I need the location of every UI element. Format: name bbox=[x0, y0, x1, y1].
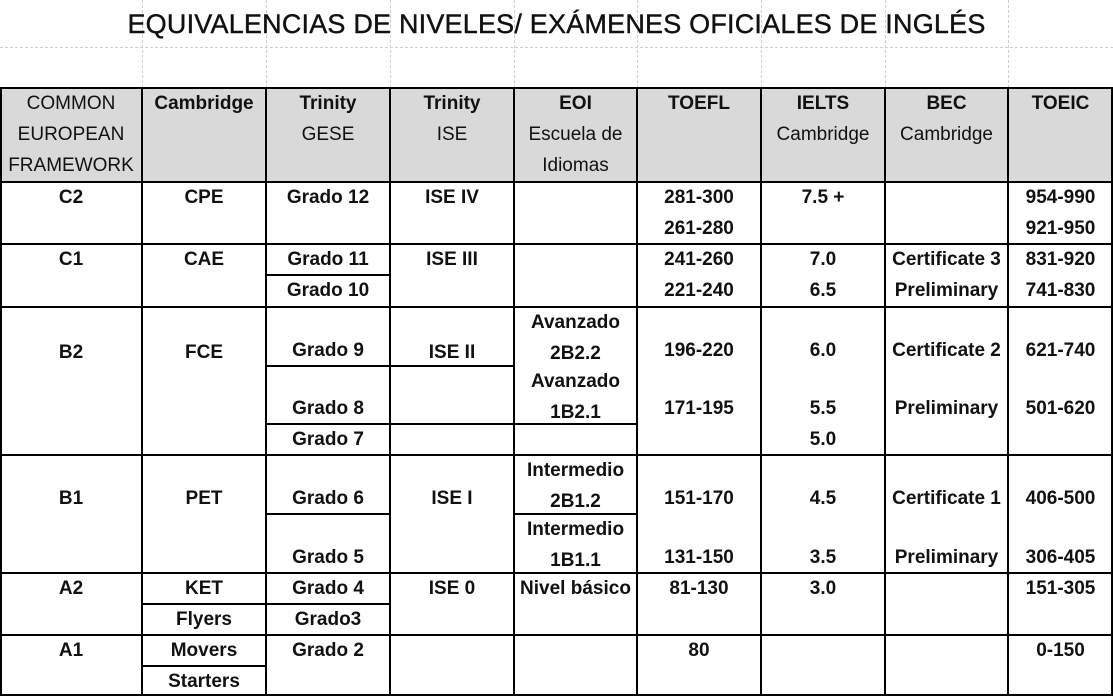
cell-text: B1 bbox=[58, 488, 84, 509]
cell-text: 261-280 bbox=[664, 218, 734, 239]
cell-text: Certificate 2 bbox=[892, 340, 1001, 361]
toefl-score bbox=[637, 213, 761, 244]
cell-text: Intermedio bbox=[526, 460, 625, 481]
cell-text: 406-500 bbox=[1025, 488, 1096, 509]
ielts-band bbox=[761, 275, 885, 307]
table-border bbox=[266, 603, 390, 605]
header-cell bbox=[885, 88, 1008, 182]
ielts-band bbox=[761, 366, 885, 424]
cambridge-exam bbox=[142, 455, 266, 542]
bec-level bbox=[885, 514, 1008, 573]
gese-grade bbox=[266, 275, 390, 307]
cell-text: Grado 2 bbox=[292, 640, 364, 661]
header-cell bbox=[514, 88, 637, 182]
gese-grade bbox=[266, 604, 390, 635]
toefl-score bbox=[637, 573, 761, 604]
cell-text: 5.5 bbox=[809, 398, 837, 419]
cell-text: Grado 8 bbox=[292, 398, 364, 419]
table-border bbox=[142, 603, 266, 605]
cell-text: 3.0 bbox=[809, 578, 837, 599]
cambridge-exam bbox=[142, 573, 266, 604]
table-border bbox=[0, 243, 1113, 245]
cell-text: 2B1.2 bbox=[550, 491, 601, 512]
ielts-band bbox=[761, 182, 885, 213]
toefl-score bbox=[637, 455, 761, 514]
cell-text: ISE III bbox=[426, 249, 478, 270]
table-border bbox=[0, 454, 1113, 456]
cambridge-exam bbox=[142, 666, 266, 696]
bec-level bbox=[885, 366, 1008, 424]
cell-text: Flyers bbox=[176, 609, 232, 630]
ielts-band bbox=[761, 244, 885, 275]
gese-grade bbox=[266, 514, 390, 573]
cell-text: 80 bbox=[688, 640, 710, 661]
header-cell bbox=[1008, 88, 1113, 182]
cell-text: FCE bbox=[185, 341, 223, 363]
cambridge-exam bbox=[142, 244, 266, 275]
header-cell bbox=[266, 88, 390, 182]
cell-text: 7.5 + bbox=[801, 187, 845, 208]
toefl-score bbox=[637, 244, 761, 275]
cell-text: Starters bbox=[168, 671, 240, 692]
cell-text: 7.0 bbox=[809, 249, 837, 270]
toeic-score bbox=[1008, 635, 1113, 666]
cell-text: 171-195 bbox=[664, 398, 734, 419]
cell-text: Grado3 bbox=[294, 609, 362, 630]
ise-level bbox=[390, 182, 514, 213]
eoi-level bbox=[514, 307, 637, 366]
cell-text: 2B2.2 bbox=[550, 343, 601, 364]
cambridge-exam bbox=[142, 604, 266, 635]
cell-text: PET bbox=[185, 488, 223, 509]
table-border bbox=[266, 365, 514, 367]
cell-text: ISE 0 bbox=[428, 578, 476, 599]
page-title: EQUIVALENCIAS DE NIVELES/ EXÁMENES OFICIALES DE INGLÉS bbox=[127, 8, 986, 39]
cell-text: 954-990 bbox=[1025, 187, 1096, 208]
cef-level bbox=[0, 573, 142, 604]
cef-level bbox=[0, 307, 142, 397]
cell-text: Grado 10 bbox=[286, 280, 370, 301]
table-border bbox=[513, 88, 515, 696]
cell-text: IELTS bbox=[796, 93, 850, 114]
gese-grade bbox=[266, 182, 390, 213]
cell-text: Intermedio bbox=[526, 519, 625, 540]
toefl-score bbox=[637, 275, 761, 307]
cell-text: ISE II bbox=[428, 341, 476, 363]
eoi-level bbox=[514, 455, 637, 514]
table-border bbox=[884, 88, 886, 696]
toeic-score bbox=[1008, 244, 1113, 275]
cell-text: Avanzado bbox=[530, 312, 621, 333]
cell-text: 221-240 bbox=[664, 280, 734, 301]
gese-grade bbox=[266, 424, 390, 455]
cell-text: KET bbox=[185, 578, 223, 599]
cell-text: EUROPEAN bbox=[17, 124, 125, 145]
cell-text: 1B1.1 bbox=[550, 550, 601, 571]
table-border bbox=[142, 665, 266, 667]
cell-text: BEC bbox=[926, 93, 967, 114]
toefl-score bbox=[637, 307, 761, 366]
cell-text: Preliminary bbox=[894, 280, 999, 301]
cell-text: 741-830 bbox=[1025, 280, 1096, 301]
cell-text: 131-150 bbox=[664, 547, 734, 568]
cell-text: A2 bbox=[58, 578, 84, 599]
ielts-band bbox=[761, 455, 885, 514]
cell-text: Cambridge bbox=[154, 93, 254, 114]
cell-text: COMMON bbox=[26, 93, 116, 114]
table-border bbox=[636, 88, 638, 696]
bec-level bbox=[885, 455, 1008, 514]
cell-text: Cambridge bbox=[900, 124, 993, 145]
toeic-score bbox=[1008, 213, 1113, 244]
cell-text: Grado 11 bbox=[287, 249, 369, 270]
table-border bbox=[266, 274, 390, 276]
cell-text: Avanzado bbox=[530, 371, 621, 392]
toeic-score bbox=[1008, 307, 1113, 366]
table-border bbox=[0, 306, 1113, 308]
cell-text: TOEFL bbox=[668, 93, 730, 114]
cell-text: A1 bbox=[58, 640, 84, 661]
cell-text: 1B2.1 bbox=[550, 402, 601, 423]
cell-text: ISE bbox=[436, 124, 468, 145]
toefl-score bbox=[637, 366, 761, 424]
cell-text: EOI bbox=[559, 93, 592, 114]
cell-text: C1 bbox=[58, 249, 84, 270]
cell-text: 306-405 bbox=[1025, 547, 1096, 568]
gese-grade bbox=[266, 455, 390, 514]
cell-text: 6.5 bbox=[809, 280, 837, 301]
ielts-band bbox=[761, 514, 885, 573]
cambridge-exam bbox=[142, 635, 266, 666]
cell-text: 281-300 bbox=[664, 187, 734, 208]
cambridge-exam bbox=[142, 307, 266, 397]
cambridge-exam bbox=[142, 182, 266, 213]
cell-text: CAE bbox=[183, 249, 225, 270]
cell-text: Grado 9 bbox=[292, 340, 364, 361]
ise-level bbox=[390, 573, 514, 604]
table-border bbox=[0, 88, 2, 696]
eoi-level bbox=[514, 514, 637, 573]
toeic-score bbox=[1008, 514, 1113, 573]
table-border bbox=[0, 87, 1113, 89]
ise-level bbox=[390, 455, 514, 542]
cell-text: 921-950 bbox=[1025, 218, 1096, 239]
cef-level bbox=[0, 635, 142, 666]
toeic-score bbox=[1008, 275, 1113, 307]
cell-text: Idiomas bbox=[542, 155, 609, 176]
cell-text: 151-305 bbox=[1025, 578, 1096, 599]
cell-text: 241-260 bbox=[664, 249, 734, 270]
cell-text: Cambridge bbox=[776, 124, 870, 145]
cell-text: 831-920 bbox=[1025, 249, 1096, 270]
eoi-level bbox=[514, 366, 637, 424]
table-border bbox=[760, 88, 762, 696]
cef-level bbox=[0, 455, 142, 542]
cell-text: Nivel básico bbox=[520, 578, 631, 599]
cell-text: Trinity bbox=[299, 93, 357, 114]
cell-text: 4.5 bbox=[809, 488, 837, 509]
cell-text: Grado 5 bbox=[292, 547, 364, 568]
header-cell bbox=[0, 88, 142, 182]
cell-text: Preliminary bbox=[894, 547, 999, 568]
header-cell bbox=[142, 88, 266, 182]
cell-text: 196-220 bbox=[664, 340, 734, 361]
cell-text: 151-170 bbox=[664, 488, 734, 509]
gese-grade bbox=[266, 307, 390, 366]
bec-level bbox=[885, 275, 1008, 307]
ielts-band bbox=[761, 424, 885, 455]
gese-grade bbox=[266, 635, 390, 666]
cell-text: GESE bbox=[301, 124, 355, 145]
gese-grade bbox=[266, 573, 390, 604]
ise-level bbox=[390, 244, 514, 275]
cell-text: C2 bbox=[58, 187, 84, 208]
cell-text: Escuela de bbox=[528, 124, 623, 145]
header-cell bbox=[637, 88, 761, 182]
cell-text: Trinity bbox=[423, 93, 481, 114]
cell-text: ISE IV bbox=[425, 187, 479, 208]
toeic-score bbox=[1008, 366, 1113, 424]
cell-text: CPE bbox=[184, 187, 224, 208]
cell-text: Certificate 3 bbox=[892, 249, 1001, 270]
cell-text: Preliminary bbox=[894, 398, 999, 419]
cell-text: 81-130 bbox=[669, 578, 729, 599]
cef-level bbox=[0, 244, 142, 275]
cell-text: 3.5 bbox=[809, 547, 837, 568]
cell-text: 6.0 bbox=[809, 340, 837, 361]
ielts-band bbox=[761, 307, 885, 366]
cell-text: Movers bbox=[170, 640, 238, 661]
cell-text: 0-150 bbox=[1036, 640, 1085, 661]
cell-text: Grado 6 bbox=[292, 488, 364, 509]
toeic-score bbox=[1008, 182, 1113, 213]
table-border bbox=[266, 423, 637, 425]
toefl-score bbox=[637, 182, 761, 213]
cell-text: B2 bbox=[58, 341, 84, 363]
header-cell bbox=[390, 88, 514, 182]
bec-level bbox=[885, 307, 1008, 366]
bec-level bbox=[885, 244, 1008, 275]
ielts-band bbox=[761, 573, 885, 604]
eoi-level bbox=[514, 573, 637, 604]
cell-text: TOEIC bbox=[1031, 93, 1090, 114]
cell-text: 5.0 bbox=[809, 429, 837, 450]
table-border bbox=[0, 572, 1113, 574]
cell-text: 501-620 bbox=[1025, 398, 1096, 419]
cell-text: Grado 4 bbox=[292, 578, 364, 599]
cell-text: Certificate 1 bbox=[892, 488, 1001, 509]
cell-text: ISE I bbox=[431, 488, 473, 509]
table-border bbox=[514, 513, 637, 515]
toefl-score bbox=[637, 514, 761, 573]
header-cell bbox=[761, 88, 885, 182]
table-border bbox=[1007, 88, 1009, 696]
gese-grade bbox=[266, 244, 390, 275]
toeic-score bbox=[1008, 455, 1113, 514]
ise-level bbox=[390, 307, 514, 397]
table-border bbox=[0, 634, 1113, 636]
cell-text: 621-740 bbox=[1025, 340, 1096, 361]
cef-level bbox=[0, 182, 142, 213]
table-border bbox=[0, 181, 1113, 183]
cell-text: Grado 12 bbox=[286, 187, 370, 208]
cell-text: Grado 7 bbox=[292, 429, 364, 450]
table-border bbox=[266, 513, 390, 515]
toefl-score bbox=[637, 635, 761, 666]
cell-text: FRAMEWORK bbox=[8, 155, 134, 176]
toeic-score bbox=[1008, 573, 1113, 604]
gese-grade bbox=[266, 366, 390, 424]
